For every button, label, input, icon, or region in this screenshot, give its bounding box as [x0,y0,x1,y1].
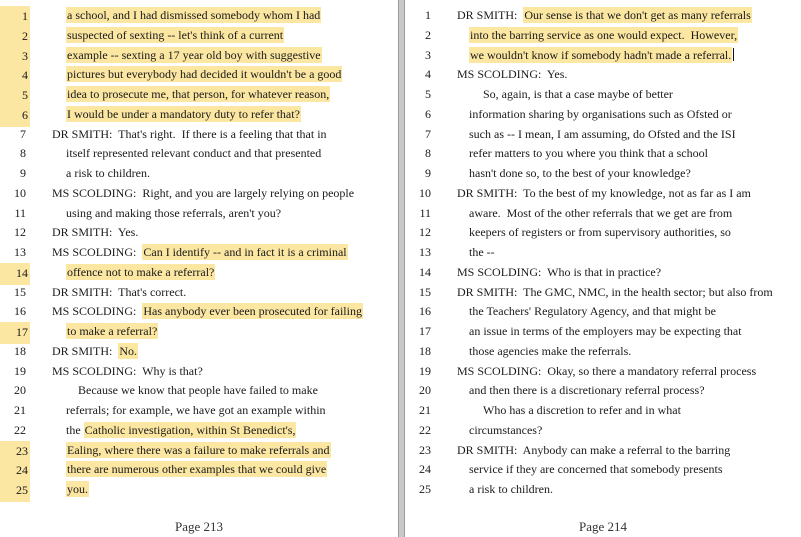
transcript-line [405,283,801,303]
line-number: 19 [14,363,26,378]
body-text: the Teachers' Regulatory Agency, and that might be [469,304,716,319]
body-text: DR SMITH: To the best of my knowledge, not as far as I am [457,185,751,200]
body-text: DR SMITH: The GMC, NMC, in the health sector; but also from [457,284,773,299]
transcript-line [0,263,398,283]
transcript-line [0,223,398,243]
line-number: 9 [425,166,431,180]
line-number: 13 [419,245,431,259]
line-number: 6 [425,106,431,121]
line-number: 14 [0,263,30,285]
line-text[interactable] [469,421,542,441]
line-text[interactable] [469,460,723,480]
transcript-line [0,65,398,85]
text-cursor [733,48,734,61]
line-number: 18 [14,343,26,358]
transcript-line [0,144,398,164]
line-text[interactable] [66,164,150,184]
body-text: DR SMITH: That's right. If there is a feeling that that in [52,126,327,141]
transcript-line [0,6,398,26]
body-text: aware. Most of the other referrals that we get are from [469,205,733,220]
line-text[interactable] [78,381,318,401]
line-number: 4 [0,65,30,87]
highlighted-text: there are numerous other examples that we could give [67,462,327,477]
line-text[interactable] [66,401,326,421]
line-number: 25 [419,482,431,496]
transcript-line [0,243,398,263]
transcript-line [405,125,801,145]
body-text: using and making those referrals, aren't you? [66,205,282,220]
body-text: an issue in terms of the employers may be expecting that [469,324,742,338]
line-text[interactable] [66,46,322,66]
transcript-line [405,362,801,382]
line-text[interactable] [457,441,730,461]
speaker-prefix: MS SCOLDING: [52,245,143,259]
transcript-line [405,144,801,164]
line-text[interactable] [66,105,301,125]
highlighted-text: Our sense is that we don't get as many referrals [524,8,751,22]
line-text[interactable] [66,26,284,46]
line-number: 10 [419,185,431,200]
body-text: the -- [469,245,495,259]
transcript-line [0,85,398,105]
line-number: 17 [419,324,431,338]
line-text[interactable] [66,441,331,461]
body-text: refer matters to you where you think that a school [469,146,708,161]
line-number: 10 [14,185,26,200]
line-text[interactable] [469,480,553,500]
highlighted-text: pictures but everybody had decided it wouldn't be a good [67,67,342,82]
line-text[interactable] [66,6,321,26]
line-number: 11 [419,205,431,220]
line-number: 13 [14,245,26,259]
line-number: 6 [0,105,30,127]
transcript-line [0,401,398,421]
line-text[interactable] [483,85,673,105]
line-text[interactable] [52,342,138,362]
transcript-line [0,441,398,461]
line-text[interactable] [66,85,330,105]
line-text[interactable] [469,204,732,224]
line-text[interactable] [52,184,354,204]
transcript-line [405,381,801,401]
line-number: 12 [419,225,431,240]
transcript-line [405,421,801,441]
line-text[interactable] [457,362,756,382]
line-text[interactable] [469,164,691,184]
line-text[interactable] [469,322,742,342]
line-number: 4 [425,67,431,82]
line-text[interactable] [52,125,327,145]
line-number: 19 [419,363,431,378]
transcript-page-213 [0,0,398,537]
transcript-line [405,223,801,243]
highlighted-text: Catholic investigation, within St Benedict's, [84,422,296,437]
transcript-line [0,342,398,362]
transcript-line [405,342,801,362]
highlighted-text: you. [67,482,88,496]
page-number: Page 213 [174,519,224,534]
line-text[interactable] [469,105,732,125]
transcript-line [0,460,398,480]
body-text: those agencies make the referrals. [469,343,632,358]
line-number: 3 [0,46,30,68]
highlighted-text: Has anybody ever been prosecuted for failing [143,304,362,319]
transcript-line [405,322,801,342]
transcript-lines [0,6,398,500]
line-text[interactable] [469,46,734,66]
line-text[interactable] [483,401,681,421]
line-number: 20 [419,383,431,398]
body-text: DR SMITH: Yes. [52,225,139,240]
line-number: 5 [425,87,431,101]
body-text: MS SCOLDING: Okay, so there a mandatory referral process [457,363,757,378]
line-text[interactable] [66,322,158,342]
line-number: 3 [425,47,431,62]
line-number: 16 [14,304,26,319]
line-text[interactable] [469,243,495,263]
line-text[interactable] [457,283,773,303]
line-number: 2 [425,27,431,42]
transcript-line [405,263,801,283]
line-number: 21 [14,403,26,417]
body-text: such as -- I mean, I am assuming, do Ofsted and the ISI [469,126,736,141]
body-text: So, again, is that a case maybe of better [483,87,673,101]
line-text[interactable] [469,26,738,46]
line-number: 1 [425,8,431,22]
body-text: information sharing by organisations such as Ofsted or [469,106,732,121]
body-text: Who has a discretion to refer and in what [483,403,681,417]
line-number: 14 [419,264,431,279]
transcript-line [0,381,398,401]
page-gutter [398,0,405,537]
line-text[interactable] [457,263,661,283]
transcript-line [405,184,801,204]
highlighted-text: a school, and I had dismissed somebody whom I had [67,8,321,22]
transcript-line [0,125,398,145]
line-number: 15 [14,284,26,299]
line-text[interactable] [52,243,348,263]
highlighted-text: into the barring service as one would expect. However, [470,27,738,42]
transcript-line [0,184,398,204]
line-text[interactable] [66,144,321,164]
transcript-line [405,204,801,224]
line-text[interactable] [457,6,752,26]
body-text: MS SCOLDING: Why is that? [52,363,203,378]
body-text: MS SCOLDING: Yes. [457,67,568,82]
transcript-line [0,283,398,303]
line-text[interactable] [66,460,327,480]
line-number: 22 [14,422,26,437]
highlighted-text: I would be under a mandatory duty to refer that? [67,106,300,121]
line-number: 23 [419,442,431,457]
body-text: service if they are concerned that somebody presents [469,462,723,477]
line-text[interactable] [66,204,281,224]
line-text[interactable] [66,263,215,283]
line-text[interactable] [469,223,731,243]
transcript-line [405,401,801,421]
transcript-line [405,480,801,500]
transcript-line [0,105,398,125]
line-number: 1 [0,6,30,28]
line-number: 18 [419,343,431,358]
body-text: DR SMITH: That's correct. [52,284,187,299]
line-text[interactable] [469,342,631,362]
page-number: Page 214 [578,519,628,534]
line-number: 24 [419,462,431,477]
transcript-line [0,204,398,224]
body-text: MS SCOLDING: Who is that in practice? [457,264,662,279]
highlighted-text: Can I identify -- and in fact it is a criminal [143,245,347,259]
transcript-line [0,362,398,382]
transcript-line [0,46,398,66]
transcript-line [0,164,398,184]
line-number: 5 [0,85,30,107]
line-number: 11 [14,205,26,220]
line-number: 22 [419,422,431,437]
line-number: 23 [0,441,30,463]
line-number: 17 [0,322,30,344]
transcript-line [405,26,801,46]
line-number: 15 [419,284,431,299]
transcript-line [405,441,801,461]
highlighted-text: idea to prosecute me, that person, for whatever reason, [67,87,330,101]
transcript-line [405,85,801,105]
line-text[interactable] [66,65,342,85]
transcript-line [0,26,398,46]
line-text[interactable] [457,65,567,85]
line-number: 8 [425,146,431,161]
transcript-line [405,164,801,184]
highlighted-text: suspected of sexting -- let's think of a current [67,27,284,42]
highlighted-text: No. [119,343,138,358]
line-number: 8 [20,146,26,161]
line-text[interactable] [66,421,296,441]
body-text: hasn't done so, to the best of your knowledge? [469,166,691,180]
body-text: circumstances? [469,422,543,437]
line-number: 7 [20,126,26,141]
highlighted-text: to make a referral? [67,324,158,338]
line-number: 12 [14,225,26,240]
transcript-lines [405,6,801,500]
line-text[interactable] [457,184,751,204]
transcript-page-214 [405,0,801,537]
line-number: 16 [419,304,431,319]
highlighted-text: offence not to make a referral? [67,264,215,279]
line-text[interactable] [469,381,705,401]
highlighted-text: Ealing, where there was a failure to make referrals and [67,442,330,457]
body-text: a risk to children. [469,482,553,496]
transcript-line [405,65,801,85]
line-text[interactable] [52,223,138,243]
speaker-prefix: DR SMITH: [52,343,119,358]
line-number: 24 [0,460,30,482]
body-text: DR SMITH: Anybody can make a referral to the barring [457,442,731,457]
transcript-line [0,480,398,500]
line-number: 2 [0,26,30,48]
line-number: 25 [0,480,30,502]
body-text: and then there is a discretionary referral process? [469,383,705,398]
line-number: 9 [20,166,26,180]
body-text: itself represented relevant conduct and that presented [66,146,322,161]
transcript-line [405,6,801,26]
line-text[interactable] [52,362,203,382]
line-text[interactable] [66,480,89,500]
line-text[interactable] [469,144,708,164]
line-number: 7 [425,126,431,141]
line-number: 20 [14,383,26,398]
highlighted-text: example -- sexting a 17 year old boy with suggestive [67,47,321,62]
transcript-line [405,302,801,322]
speaker-prefix: the [66,422,84,437]
body-text: keepers of registers or from supervisory authorities, so [469,225,731,240]
transcript-line [0,322,398,342]
highlighted-text: we wouldn't know if somebody hadn't made a referral. [470,47,732,62]
transcript-line [405,46,801,66]
transcript-line [0,302,398,322]
line-text[interactable] [52,283,186,303]
line-number: 21 [419,403,431,417]
speaker-prefix: DR SMITH: [457,8,524,22]
body-text: a risk to children. [66,166,150,180]
transcript-line [405,460,801,480]
transcript-line [405,243,801,263]
transcript-line [0,421,398,441]
body-text: Because we know that people have failed to make [78,383,318,398]
line-text[interactable] [469,125,736,145]
speaker-prefix: MS SCOLDING: [52,304,143,319]
transcript-line [405,105,801,125]
line-text[interactable] [52,302,363,322]
body-text: MS SCOLDING: Right, and you are largely relying on people [52,185,355,200]
line-text[interactable] [469,302,716,322]
body-text: referrals; for example, we have got an example within [66,403,326,417]
